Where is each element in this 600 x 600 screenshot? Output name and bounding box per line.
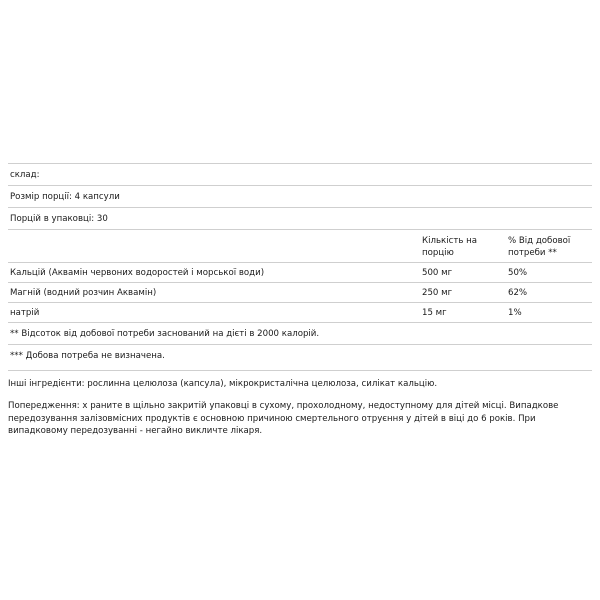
table-header-row [8,230,592,263]
nutrient-amount: 15 мг [422,308,447,318]
not-established-footnote: *** Добова потреба не визначена. [10,351,165,361]
supplement-facts-table [8,163,592,371]
daily-value-footnote: ** Відсоток від добової потреби заснований на дієті в 2000 калорій. [10,329,320,339]
servings-per-container-text: Порцій в упаковці: 30 [10,214,108,224]
table-row [8,283,592,303]
serving-size-text: Розмір порції: 4 капсули [10,192,120,202]
daily-value-column-header: % Від добової потреби ** [508,236,571,258]
nutrient-name: Магній (водний розчин Аквамін) [10,288,157,298]
table-row [8,303,592,323]
servings-per-container-row [8,208,592,230]
warning-text: Попередження: х раните в щільно закритій упаковці в сухому, прохолодному, недоступному для дітей місці. Випадкове передозування залізовмісних продуктів є основною причиною смертельного отруєння у дітей в віці до 6 років. При випадковому передозуванні - негайно викличте лікаря. [8,401,559,436]
serving-size-row [8,186,592,208]
nutrient-amount: 250 мг [422,288,453,298]
composition-row [8,164,592,186]
nutrient-name: Кальцій (Аквамін червоних водоростей і морської води) [10,268,265,278]
nutrient-name: натрій [10,308,40,318]
nutrient-daily-value: 1% [508,308,522,318]
nutrient-daily-value: 50% [508,268,528,278]
not-established-footnote-row [8,345,592,371]
other-ingredients-text: Інші інгредієнти: рослинна целюлоза (капсула), мікрокристалічна целюлоза, силікат кальцію. [8,379,438,389]
nutrient-daily-value: 62% [508,288,528,298]
nutrient-amount: 500 мг [422,268,453,278]
composition-label: склад: [10,170,40,180]
table-row [8,263,592,283]
daily-value-footnote-row [8,323,592,345]
amount-column-header: Кількість на порцію [422,236,478,258]
